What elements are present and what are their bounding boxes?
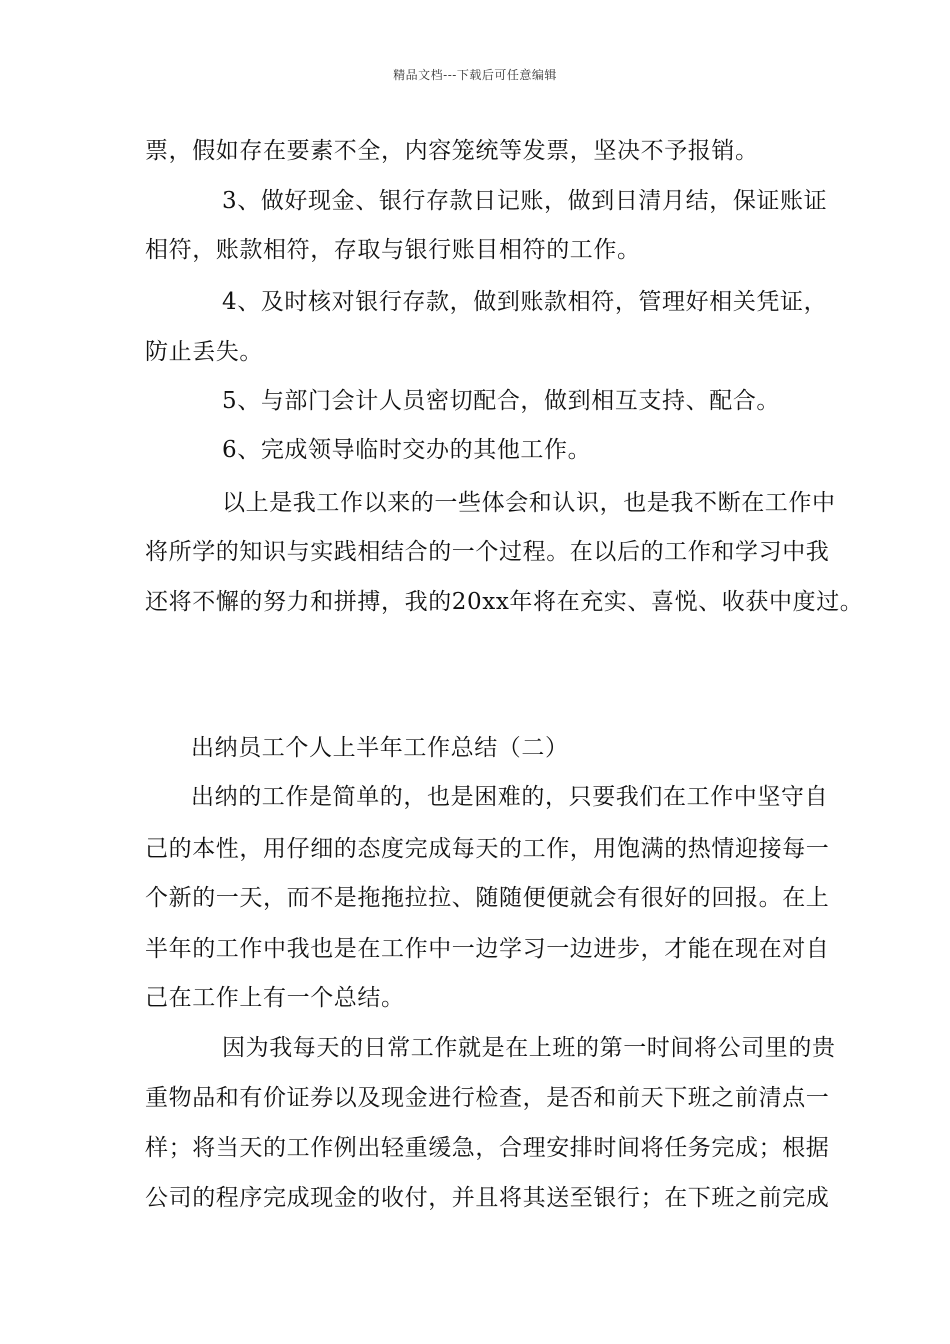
text-line: 票，假如存在要素不全，内容笼统等发票，坚决不予报销。 — [145, 138, 759, 164]
text-line: 3、做好现金、银行存款日记账，做到日清月结，保证账证 — [222, 188, 828, 214]
text-line: 6、完成领导临时交办的其他工作。 — [222, 437, 592, 463]
text-line: 重物品和有价证券以及现金进行检查，是否和前天下班之前清点一 — [145, 1085, 830, 1111]
text-line: 半年的工作中我也是在工作中一边学习一边进步，才能在现在对自 — [145, 936, 830, 962]
text-line: 公司的程序完成现金的收付，并且将其送至银行；在下班之前完成 — [145, 1185, 830, 1211]
text-line: 出纳的工作是简单的，也是困难的，只要我们在工作中坚守自 — [191, 784, 829, 810]
text-line: 己在工作上有一个总结。 — [145, 985, 405, 1011]
text-line: 样；将当天的工作例出轻重缓急，合理安排时间将任务完成；根据 — [145, 1135, 830, 1161]
text-line: 己的本性，用仔细的态度完成每天的工作，用饱满的热情迎接每一 — [145, 836, 830, 862]
text-line: 还将不懈的努力和拼搏，我的20xx年将在充实、喜悦、收获中度过。 — [145, 589, 864, 615]
text-line: 4、及时核对银行存款，做到账款相符，管理好相关凭证， — [222, 289, 828, 315]
text-line: 相符，账款相符，存取与银行账目相符的工作。 — [145, 237, 641, 263]
text-line: 因为我每天的日常工作就是在上班的第一时间将公司里的贵 — [222, 1035, 836, 1061]
text-line: 将所学的知识与实践相结合的一个过程。在以后的工作和学习中我 — [145, 539, 830, 565]
text-line: 5、与部门会计人员密切配合，做到相互支持、配合。 — [222, 388, 781, 414]
document-header: 精品文档---下载后可任意编辑 — [393, 68, 557, 82]
section-title: 出纳员工个人上半年工作总结（二） — [191, 735, 569, 761]
text-line: 以上是我工作以来的一些体会和认识，也是我不断在工作中 — [222, 490, 836, 516]
text-line: 个新的一天，而不是拖拖拉拉、随随便便就会有很好的回报。在上 — [145, 885, 830, 911]
text-line: 防止丢失。 — [145, 339, 263, 365]
